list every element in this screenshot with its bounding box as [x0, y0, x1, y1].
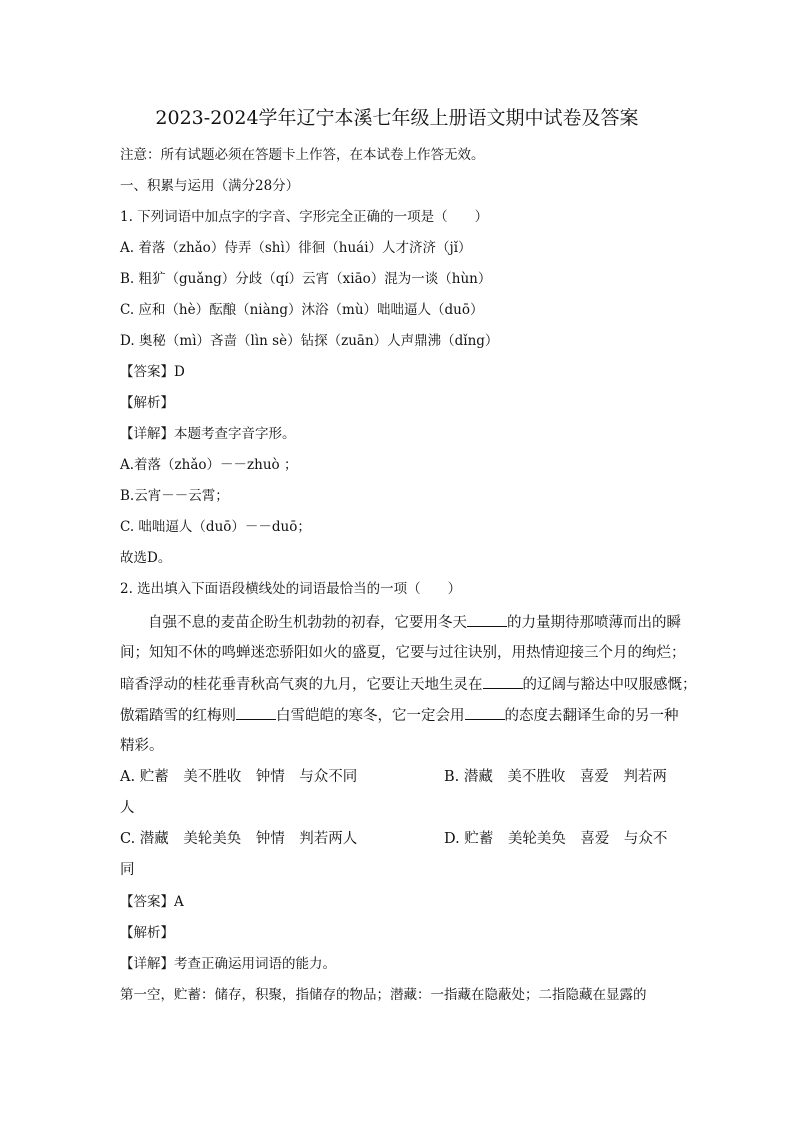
passage-text: 暗香浮动的桂花垂青秋高气爽的九月，它要让天地生灵在: [120, 677, 483, 693]
fill-blank: [465, 705, 505, 720]
q2-passage-line-2: [120, 643, 686, 663]
q1-option-a: A. 着落（zhǎo）侍弄（shì）徘徊（huái）人才济济（jǐ）: [120, 240, 472, 256]
passage-text: 的力量期待那喷薄而出的瞬: [507, 615, 681, 631]
q2-passage-line-3: [120, 674, 697, 695]
q2-detail: 【详解】考查正确运用词语的能力。: [120, 956, 336, 972]
q1-answer: 【答案】D: [120, 364, 185, 380]
q1-explanation-b: B.云宵－－云霄；: [120, 488, 229, 504]
q2-passage-line-5: [120, 736, 164, 756]
fill-blank: [236, 705, 276, 720]
fill-blank: [467, 612, 507, 627]
q2-option-c: C. 潜藏 美轮美奂 钟情 判若两人: [120, 831, 358, 847]
passage-text: 精彩。: [120, 738, 164, 754]
question-2-stem: 2. 选出填入下面语段横线处的词语最恰当的一项（ ）: [120, 581, 462, 597]
page-title: 2023-2024学年辽宁本溪七年级上册语文期中试卷及答案: [155, 107, 639, 129]
passage-text: 的辽阔与豁达中叹服感慨；: [522, 677, 697, 693]
q1-analysis-label: 【解析】: [120, 395, 174, 411]
q2-option-b: B. 潜藏 美不胜收 喜爱 判若两: [444, 769, 667, 785]
q2-option-d: D. 贮蓄 美轮美奂 喜爱 与众不: [444, 831, 668, 847]
q1-conclusion: 故选D。: [120, 550, 172, 566]
passage-text: 的态度去翻译生命的另一种: [504, 708, 679, 724]
q1-explanation-a: A.着落（zhǎo）－－zhuò ；: [120, 457, 298, 473]
q2-analysis-label: 【解析】: [120, 925, 174, 941]
question-1-stem: 1. 下列词语中加点字的字音、字形完全正确的一项是（ ）: [120, 209, 489, 225]
passage-text: 间；知知不休的鸣蝉迷恋骄阳如火的盛夏，它要与过往诀别，用热情迎接三个月的绚烂；: [120, 645, 686, 661]
passage-text: 傲霜踏雪的红梅则: [120, 708, 236, 724]
q1-explanation-c: C. 咄咄逼人（duō）－－duō；: [120, 519, 311, 535]
q2-option-a: A. 贮蓄 美不胜收 钟情 与众不同: [120, 769, 358, 785]
q1-option-b: B. 粗犷（guǎng）分歧（qí）云宵（xiāo）混为一谈（hùn）: [120, 271, 492, 287]
q1-option-d: D. 奥秘（mì）吝啬（lìn sè）钻探（zuān）人声鼎沸（dǐng）: [120, 333, 499, 349]
q1-option-c: C. 应和（hè）酝酿（niàng）沐浴（mù）咄咄逼人（duō）: [120, 302, 484, 318]
passage-text: 白雪皑皑的寒冬，它一定会用: [276, 708, 465, 724]
fill-blank: [483, 674, 523, 689]
q2-explanation: 第一空，贮蓄：储存，积聚，指储存的物品；潜藏：一指藏在隐蔽处；二指隐藏在显露的: [120, 987, 647, 1003]
q2-option-b-wrap: 人: [120, 800, 135, 816]
q2-option-d-wrap: 同: [120, 862, 135, 878]
passage-text: 自强不息的麦苗企盼生机勃勃的初春，它要用冬天: [148, 615, 467, 631]
notice: 注意：所有试题必须在答题卡上作答，在本试卷上作答无效。: [120, 147, 485, 163]
q2-passage-line-4: [120, 705, 679, 726]
section-heading: 一、积累与运用（满分28分）: [120, 178, 300, 194]
q1-detail: 【详解】本题考查字音字形。: [120, 426, 296, 442]
q2-passage-line-1: [148, 612, 681, 633]
q2-answer: 【答案】A: [120, 894, 184, 910]
